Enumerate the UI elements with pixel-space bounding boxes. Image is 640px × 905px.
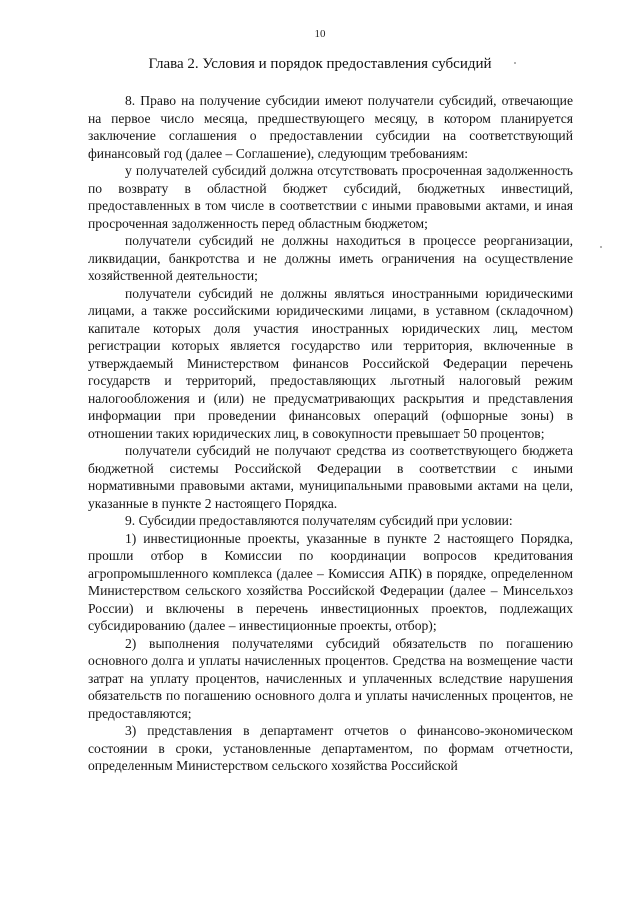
condition-3: 3) представления в департамент отчетов о финансово-экономическом состоянии в сроки, установленные департаментом, по формам отчетности, определенным Министерством сельского хозяйства Российской: [88, 723, 573, 773]
requirement-no-reorganization: получатели субсидий не должны находиться в процессе реорганизации, ликвидации, банкротства и не должны иметь ограничения на осуществление хозяйственной деятельности;: [88, 233, 573, 283]
scan-speck: [514, 62, 516, 64]
scan-speck: [600, 246, 602, 248]
paragraph-8: 8. Право на получение субсидии имеют получатели субсидий, отвечающие на первое число месяца, предшествующего месяцу, в котором планируется заключение соглашения о предоставлении субсидии на соответствующий финансовый год (далее – Соглашение), следующим требованиям:: [88, 93, 573, 161]
condition-2: 2) выполнения получателями субсидий обязательств по погашению основного долга и уплаты начисленных процентов. Средства на возмещение части затрат на уплату процентов, начисленных и уплаченных вследствие нарушения обязательств по погашению основного долга и уплаты начисленных процентов, не предоставляются;: [88, 635, 573, 721]
requirement-no-debt: у получателей субсидий должна отсутствовать просроченная задолженность по возврату в областной бюджет субсидий, бюджетных инвестиций, предоставленных в том числе в соответствии с иными правовыми актами, и иная просроченная задолженность перед областным бюджетом;: [88, 163, 573, 231]
condition-1: 1) инвестиционные проекты, указанные в пункте 2 настоящего Порядка, прошли отбор в Комиссии по координации вопросов кредитования агропромышленного комплекса (далее – Комиссия АПК) в порядке, определенном Министерством сельского хозяйства Российской Федерации (далее – Минсельхоз России) и включены в перечень инвестиционных проектов, подлежащих субсидированию (далее – инвестиционные проекты, отбор);: [88, 530, 573, 633]
page-number: 10: [314, 28, 326, 40]
requirement-not-foreign: получатели субсидий не должны являться иностранными юридическими лицами, а также российскими юридическими лицами, в уставном (складочном) капитале которых доля участия иностранных юридических лиц, местом регистрации которых является государство или территория, включенные в утверждаемый Министерством финансов Российской Федерации перечень государств и территорий, предоставляющих льготный налоговый режим налогообложения и (или) не предусматривающих раскрытия и представления информации при проведении финансовых операций (офшорные зоны) в отношении таких юридических лиц, в совокупности превышает 50 процентов;: [88, 285, 573, 441]
paragraph-9: 9. Субсидии предоставляются получателям субсидий при условии:: [125, 513, 513, 528]
requirement-no-other-funds: получатели субсидий не получают средства из соответствующего бюджета бюджетной системы Российской Федерации в соответствии с иными нормативными правовыми актами, муниципальными правовыми актами на цели, указанные в пункте 2 настоящего Порядка.: [88, 443, 573, 511]
chapter-title: Глава 2. Условия и порядок предоставления субсидий: [148, 56, 492, 72]
document-body: [88, 92, 573, 775]
